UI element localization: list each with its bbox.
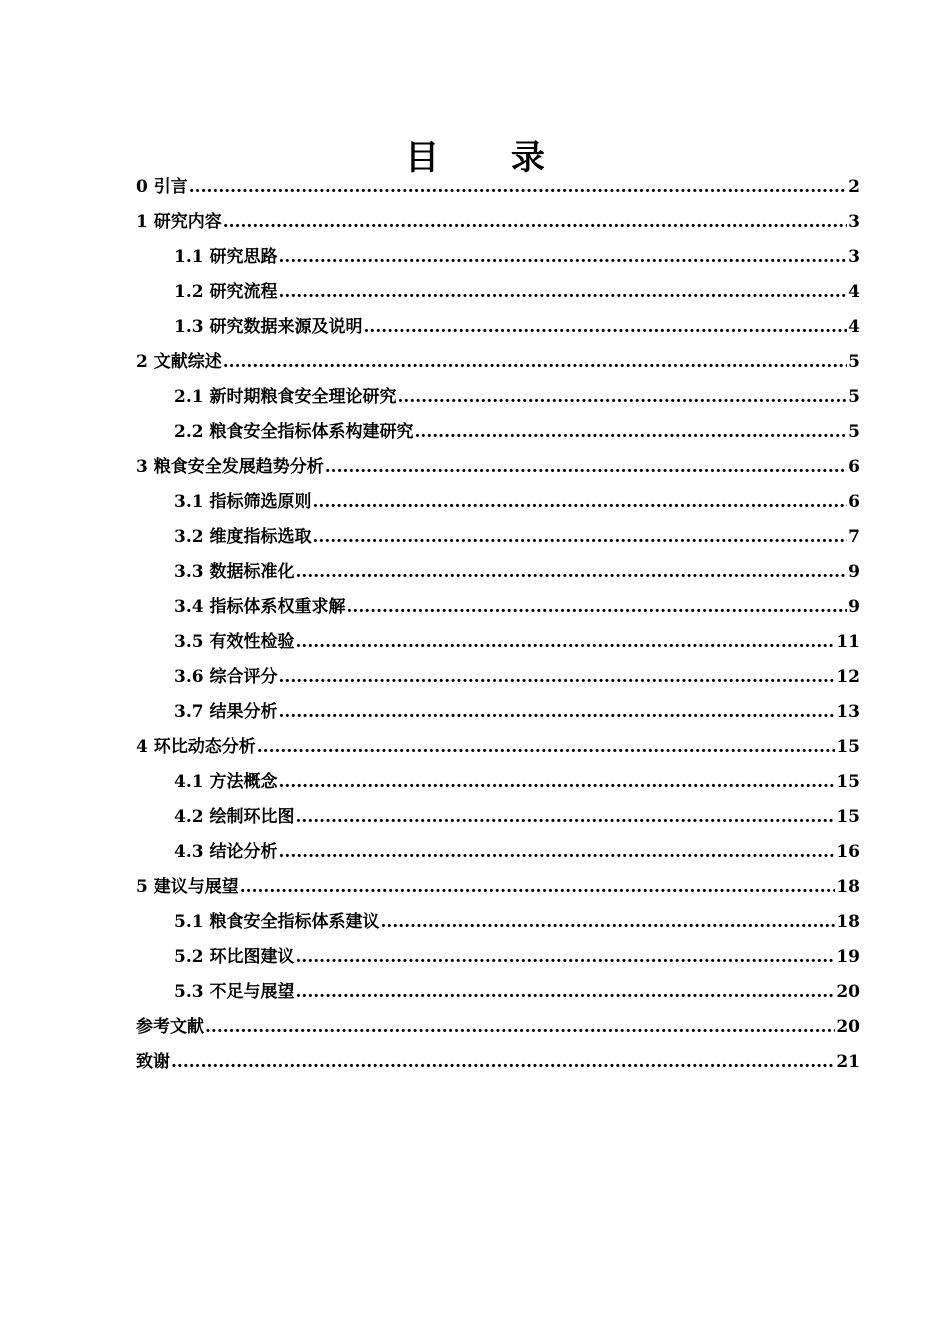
- toc-dot-leader: [296, 975, 836, 1010]
- toc-entry[interactable]: [136, 940, 860, 975]
- toc-entry-page-number: 9: [848, 562, 860, 582]
- toc-dot-leader: [279, 660, 836, 695]
- toc-entry[interactable]: [136, 1045, 860, 1080]
- toc-entry-page-number: 15: [836, 737, 860, 757]
- toc-entry-page-number: 4: [848, 282, 860, 302]
- toc-entry-page-number: 3: [848, 212, 860, 232]
- toc-entry-label: 参考文献: [136, 1017, 204, 1037]
- toc-dot-leader: [171, 1045, 835, 1080]
- toc-entry-page-number: 5: [848, 422, 860, 442]
- toc-dot-leader: [279, 695, 836, 730]
- toc-dot-leader: [364, 310, 848, 345]
- toc-dot-leader: [240, 870, 836, 905]
- toc-entry[interactable]: [136, 485, 860, 520]
- toc-entry[interactable]: [136, 590, 860, 625]
- toc-entry-label: 1 研究内容: [136, 212, 222, 232]
- toc-entry-label: 3.3 数据标准化: [174, 562, 295, 582]
- toc-list: [136, 170, 860, 1080]
- toc-entry-page-number: 5: [848, 352, 860, 372]
- toc-dot-leader: [347, 590, 848, 625]
- toc-entry-label: 1.2 研究流程: [174, 282, 278, 302]
- toc-entry[interactable]: [136, 240, 860, 275]
- toc-entry-page-number: 2: [848, 177, 860, 197]
- toc-entry[interactable]: [136, 275, 860, 310]
- toc-entry-page-number: 21: [836, 1052, 860, 1072]
- toc-dot-leader: [398, 380, 848, 415]
- toc-dot-leader: [296, 555, 848, 590]
- toc-entry-label: 5.2 环比图建议: [174, 947, 295, 967]
- toc-dot-leader: [279, 240, 848, 275]
- toc-entry-page-number: 11: [836, 632, 860, 652]
- toc-dot-leader: [223, 345, 847, 380]
- toc-entry-label: 3 粮食安全发展趋势分析: [136, 457, 324, 477]
- toc-entry-page-number: 12: [836, 667, 860, 687]
- toc-entry-label: 5.3 不足与展望: [174, 982, 295, 1002]
- toc-entry-page-number: 18: [836, 912, 860, 932]
- toc-entry-label: 3.4 指标体系权重求解: [174, 597, 346, 617]
- toc-dot-leader: [296, 625, 836, 660]
- toc-entry-label: 3.6 综合评分: [174, 667, 278, 687]
- toc-entry-label: 2.1 新时期粮食安全理论研究: [174, 387, 397, 407]
- toc-entry[interactable]: [136, 870, 860, 905]
- toc-entry[interactable]: [136, 695, 860, 730]
- toc-entry-label: 3.7 结果分析: [174, 702, 278, 722]
- toc-entry-page-number: 16: [836, 842, 860, 862]
- toc-entry[interactable]: [136, 730, 860, 765]
- toc-dot-leader: [223, 205, 847, 240]
- toc-entry[interactable]: [136, 345, 860, 380]
- toc-entry-page-number: 3: [848, 247, 860, 267]
- toc-entry[interactable]: [136, 835, 860, 870]
- toc-entry-label: 致谢: [136, 1052, 170, 1072]
- toc-entry[interactable]: [136, 450, 860, 485]
- toc-entry[interactable]: [136, 555, 860, 590]
- toc-entry[interactable]: [136, 1010, 860, 1045]
- toc-dot-leader: [257, 730, 836, 765]
- toc-dot-leader: [279, 765, 836, 800]
- toc-entry[interactable]: [136, 975, 860, 1010]
- toc-dot-leader: [381, 905, 836, 940]
- toc-entry-page-number: 18: [836, 877, 860, 897]
- toc-entry-label: 3.2 维度指标选取: [174, 527, 312, 547]
- toc-entry-label: 1.1 研究思路: [174, 247, 278, 267]
- toc-entry-label: 4.1 方法概念: [174, 772, 278, 792]
- toc-entry-page-number: 15: [836, 772, 860, 792]
- toc-entry-page-number: 4: [848, 317, 860, 337]
- toc-entry-page-number: 9: [848, 597, 860, 617]
- toc-entry-page-number: 20: [836, 982, 860, 1002]
- toc-entry[interactable]: [136, 310, 860, 345]
- toc-entry-label: 3.5 有效性检验: [174, 632, 295, 652]
- toc-entry-page-number: 6: [848, 457, 860, 477]
- toc-entry-label: 5 建议与展望: [136, 877, 239, 897]
- toc-entry[interactable]: [136, 660, 860, 695]
- toc-dot-leader: [279, 835, 836, 870]
- toc-dot-leader: [296, 800, 836, 835]
- toc-entry-page-number: 20: [836, 1017, 860, 1037]
- toc-entry-label: 4.2 绘制环比图: [174, 807, 295, 827]
- toc-entry[interactable]: [136, 205, 860, 240]
- toc-entry[interactable]: [136, 905, 860, 940]
- toc-entry-page-number: 6: [848, 492, 860, 512]
- toc-title: 目 录: [405, 138, 575, 178]
- toc-entry-label: 3.1 指标筛选原则: [174, 492, 312, 512]
- toc-entry[interactable]: [136, 520, 860, 555]
- toc-dot-leader: [205, 1010, 835, 1045]
- toc-dot-leader: [313, 520, 848, 555]
- toc-entry[interactable]: [136, 170, 860, 205]
- toc-entry[interactable]: [136, 625, 860, 660]
- toc-dot-leader: [279, 275, 848, 310]
- toc-entry-label: 2 文献综述: [136, 352, 222, 372]
- toc-entry-page-number: 7: [848, 527, 860, 547]
- toc-entry-page-number: 5: [848, 387, 860, 407]
- toc-entry-label: 1.3 研究数据来源及说明: [174, 317, 363, 337]
- toc-entry-label: 5.1 粮食安全指标体系建议: [174, 912, 380, 932]
- toc-dot-leader: [296, 940, 836, 975]
- toc-entry[interactable]: [136, 765, 860, 800]
- toc-entry[interactable]: [136, 800, 860, 835]
- toc-entry-label: 2.2 粮食安全指标体系构建研究: [174, 422, 414, 442]
- toc-dot-leader: [313, 485, 848, 520]
- toc-dot-leader: [189, 170, 847, 205]
- toc-dot-leader: [325, 450, 847, 485]
- toc-entry[interactable]: [136, 380, 860, 415]
- toc-entry-page-number: 13: [836, 702, 860, 722]
- toc-dot-leader: [415, 415, 848, 450]
- toc-entry-label: 4.3 结论分析: [174, 842, 278, 862]
- toc-entry-label: 0 引言: [136, 177, 188, 197]
- toc-entry-page-number: 15: [836, 807, 860, 827]
- toc-entry-page-number: 19: [836, 947, 860, 967]
- toc-entry-label: 4 环比动态分析: [136, 737, 256, 757]
- toc-entry[interactable]: [136, 415, 860, 450]
